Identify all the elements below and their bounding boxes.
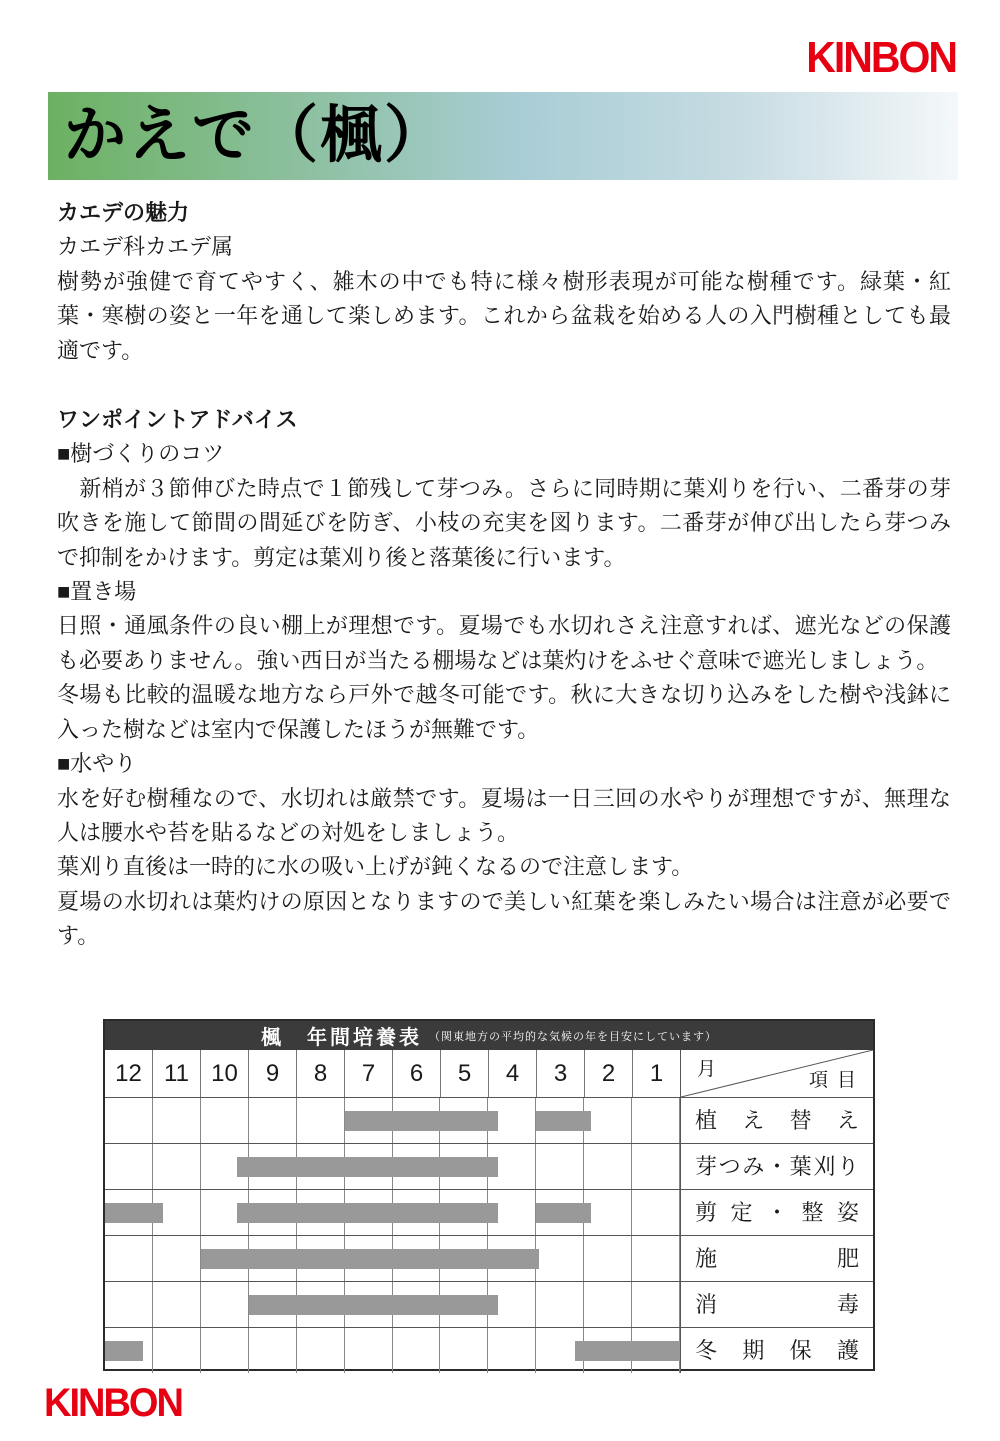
grid-cell	[153, 1282, 201, 1327]
month-cell: 12	[105, 1050, 153, 1097]
grid-cell	[105, 1144, 153, 1189]
month-cell: 8	[297, 1050, 345, 1097]
grid-cell	[536, 1144, 584, 1189]
grid-cell	[201, 1282, 249, 1327]
activity-bar	[105, 1203, 163, 1223]
month-cell: 4	[489, 1050, 537, 1097]
month-cell: 10	[201, 1050, 249, 1097]
subheading-watering: ■水やり	[57, 751, 137, 777]
grid-cell	[584, 1190, 632, 1235]
corner-label-month: 月	[697, 1059, 717, 1080]
gantt-row-grid	[105, 1190, 680, 1235]
month-cell: 5	[441, 1050, 489, 1097]
grid-cell	[249, 1098, 297, 1143]
grid-cell	[297, 1098, 345, 1143]
grid-cell	[105, 1282, 153, 1327]
watering-paragraph-2: 葉刈り直後は一時的に水の吸い上げが鈍くなるので注意します。	[57, 854, 694, 880]
grid-cell	[201, 1098, 249, 1143]
month-cell: 3	[537, 1050, 585, 1097]
gantt-row-grid	[105, 1098, 680, 1143]
gantt-row	[105, 1097, 873, 1143]
placement-paragraph-1: 日照・通風条件の良い棚上が理想です。夏場でも水切れさえ注意すれば、遮光などの保護も必要ありません。強い西日が当たる棚場などは葉灼けをふせぐ意味で遮光しましょう。	[57, 613, 951, 673]
grid-cell	[249, 1328, 297, 1373]
month-cell: 2	[585, 1050, 633, 1097]
grid-cell	[153, 1328, 201, 1373]
month-header-row	[105, 1050, 873, 1097]
activity-bar	[575, 1341, 680, 1361]
month-header-cells	[105, 1050, 680, 1097]
grid-cell	[105, 1236, 153, 1281]
grid-cell	[584, 1282, 632, 1327]
grid-cell	[584, 1144, 632, 1189]
activity-bar	[201, 1249, 539, 1269]
gantt-row	[105, 1189, 873, 1235]
grid-cell	[297, 1328, 345, 1373]
tree-building-paragraph: 新梢が３節伸びた時点で１節残して芽つみ。さらに同時期に葉刈りを行い、二番芽の芽吹きを施して節間の間延びを防ぎ、小枝の充実を図ります。二番芽が伸び出したら芽つみで抑制をかけます。剪定は葉刈り後と落葉後に行います。	[57, 475, 951, 570]
grid-cell	[488, 1328, 536, 1373]
table-title-bar	[105, 1021, 873, 1050]
gantt-row-grid	[105, 1282, 680, 1327]
gantt-row	[105, 1235, 873, 1281]
grid-cell	[632, 1190, 680, 1235]
title-banner	[48, 92, 958, 180]
subheading-placement: ■置き場	[57, 579, 137, 605]
month-cell: 7	[345, 1050, 393, 1097]
activity-bar	[249, 1295, 498, 1315]
gantt-row	[105, 1327, 873, 1373]
grid-cell	[632, 1144, 680, 1189]
grid-cell	[584, 1236, 632, 1281]
month-cell: 1	[649, 1059, 664, 1087]
grid-cell	[536, 1236, 584, 1281]
grid-cell	[105, 1098, 153, 1143]
watering-paragraph-3: 夏場の水切れは葉灼けの原因となりますので美しい紅葉を楽しみたい場合は注意が必要です。	[57, 888, 951, 949]
row-label: 冬期保護	[680, 1328, 873, 1373]
corner-label-item: 項目	[808, 1070, 865, 1091]
taxonomy-line: カエデ科カエデ属	[57, 234, 234, 260]
grid-cell	[345, 1328, 393, 1373]
gantt-row-grid	[105, 1144, 680, 1189]
placement-paragraph-2: 冬場も比較的温暖な地方なら戸外で越冬可能です。秋に大きな切り込みをした樹や浅鉢に入った樹などは室内で保護したほうが無難です。	[57, 682, 951, 742]
row-label: 植え替え	[680, 1098, 873, 1143]
gantt-row	[105, 1143, 873, 1189]
table-title: 楓 年間培養表	[261, 1027, 422, 1049]
month-cell: 9	[249, 1050, 297, 1097]
kinbon-logo-bottom: KINBON	[44, 1381, 182, 1426]
article-body	[57, 196, 951, 954]
page-title: かえで（楓）	[64, 102, 449, 170]
grid-cell	[440, 1328, 488, 1373]
gantt-row	[105, 1281, 873, 1327]
activity-bar	[237, 1157, 498, 1177]
grid-cell	[584, 1098, 632, 1143]
row-label: 芽つみ・葉刈り	[680, 1144, 873, 1189]
gantt-row-grid	[105, 1236, 680, 1281]
table-subtitle: （関東地方の平均的な気候の年を目安にしています）	[429, 1030, 717, 1043]
activity-bar	[345, 1111, 498, 1131]
kinbon-logo-top: KINBON	[806, 33, 956, 82]
grid-cell	[153, 1144, 201, 1189]
gantt-row-grid	[105, 1328, 680, 1373]
month-cell: 11	[153, 1050, 201, 1097]
month-cell: 6	[393, 1050, 441, 1097]
grid-cell	[632, 1236, 680, 1281]
gantt-rows	[105, 1097, 873, 1373]
grid-cell	[393, 1328, 441, 1373]
section-heading-advice: ワンポイントアドバイス	[57, 407, 298, 433]
activity-bar	[237, 1203, 498, 1223]
grid-cell	[632, 1282, 680, 1327]
activity-bar	[536, 1111, 591, 1131]
section-heading-charm: カエデの魅力	[57, 200, 190, 225]
row-label: 剪定・整姿	[680, 1190, 873, 1235]
grid-cell	[153, 1098, 201, 1143]
row-label: 消毒	[680, 1282, 873, 1327]
row-label: 施肥	[680, 1236, 873, 1281]
grid-cell	[536, 1282, 584, 1327]
grid-cell	[153, 1236, 201, 1281]
corner-cell	[680, 1050, 873, 1097]
grid-cell	[632, 1098, 680, 1143]
activity-bar	[105, 1341, 143, 1361]
subheading-tree-building: ■樹づくりのコツ	[57, 441, 225, 467]
grid-cell	[201, 1328, 249, 1373]
charm-paragraph: 樹勢が強健で育てやすく、雑木の中でも特に様々樹形表現が可能な樹種です。緑葉・紅葉・寒樹の姿と一年を通して楽しめます。これから盆栽を始める人の入門樹種としても最適です。	[57, 268, 951, 363]
activity-bar	[536, 1203, 591, 1223]
watering-paragraph-1: 水を好む樹種なので、水切れは厳禁です。夏場は一日三回の水やりが理想ですが、無理な人は腰水や苔を貼るなどの対処をしましょう。	[57, 785, 951, 845]
cultivation-table	[103, 1019, 875, 1371]
